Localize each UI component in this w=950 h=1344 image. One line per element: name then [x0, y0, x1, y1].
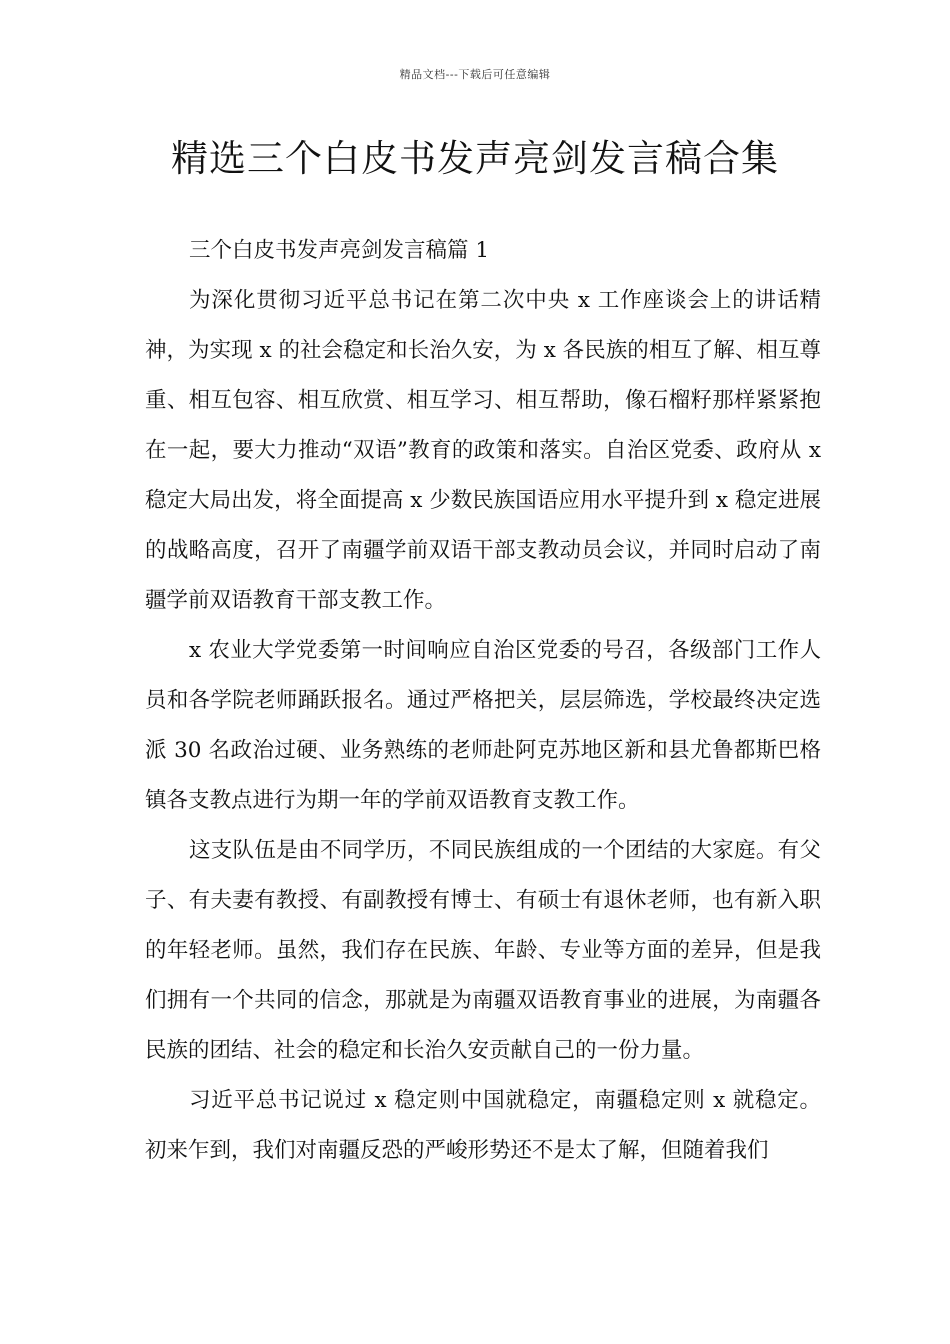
document-body — [145, 226, 821, 1176]
paragraph-4: 习近平总书记说过 x 稳定则中国就稳定，南疆稳定则 x 就稳定。初来乍到，我们对南疆反恐的严峻形势还不是太了解，但随着我们 — [145, 1088, 821, 1163]
section-heading: 三个白皮书发声亮剑发言稿篇 1 — [189, 238, 490, 263]
paragraph-2: x 农业大学党委第一时间响应自治区党委的号召，各级部门工作人员和各学院老师踊跃报名。通过严格把关，层层筛选，学校最终决定选派 30 名政治过硬、业务熟练的老师赴阿克苏地区新和县尤鲁都斯巴格镇各支教点进行为期一年的学前双语教育支教工作。 — [145, 638, 821, 813]
header-note: 精品文档---下载后可任意编辑 — [399, 68, 551, 81]
document-title: 精选三个白皮书发声亮剑发言稿合集 — [171, 137, 779, 180]
paragraph-3: 这支队伍是由不同学历，不同民族组成的一个团结的大家庭。有父子、有夫妻有教授、有副教授有博士、有硕士有退休老师，也有新入职的年轻老师。虽然，我们存在民族、年龄、专业等方面的差异，但是我们拥有一个共同的信念，那就是为南疆双语教育事业的进展，为南疆各民族的团结、社会的稳定和长治久安贡献自己的一份力量。 — [145, 838, 821, 1063]
paragraph-1: 为深化贯彻习近平总书记在第二次中央 x 工作座谈会上的讲话精神，为实现 x 的社会稳定和长治久安，为 x 各民族的相互了解、相互尊重、相互包容、相互欣赏、相互学习、相互帮助，像石榴籽那样紧紧抱在一起，要大力推动“双语”教育的政策和落实。自治区党委、政府从 x 稳定大局出发，将全面提高 x 少数民族国语应用水平提升到 x 稳定进展的战略高度，召开了南疆学前双语干部支教动员会议，并同时启动了南疆学前双语教育干部支教工作。 — [145, 288, 821, 613]
